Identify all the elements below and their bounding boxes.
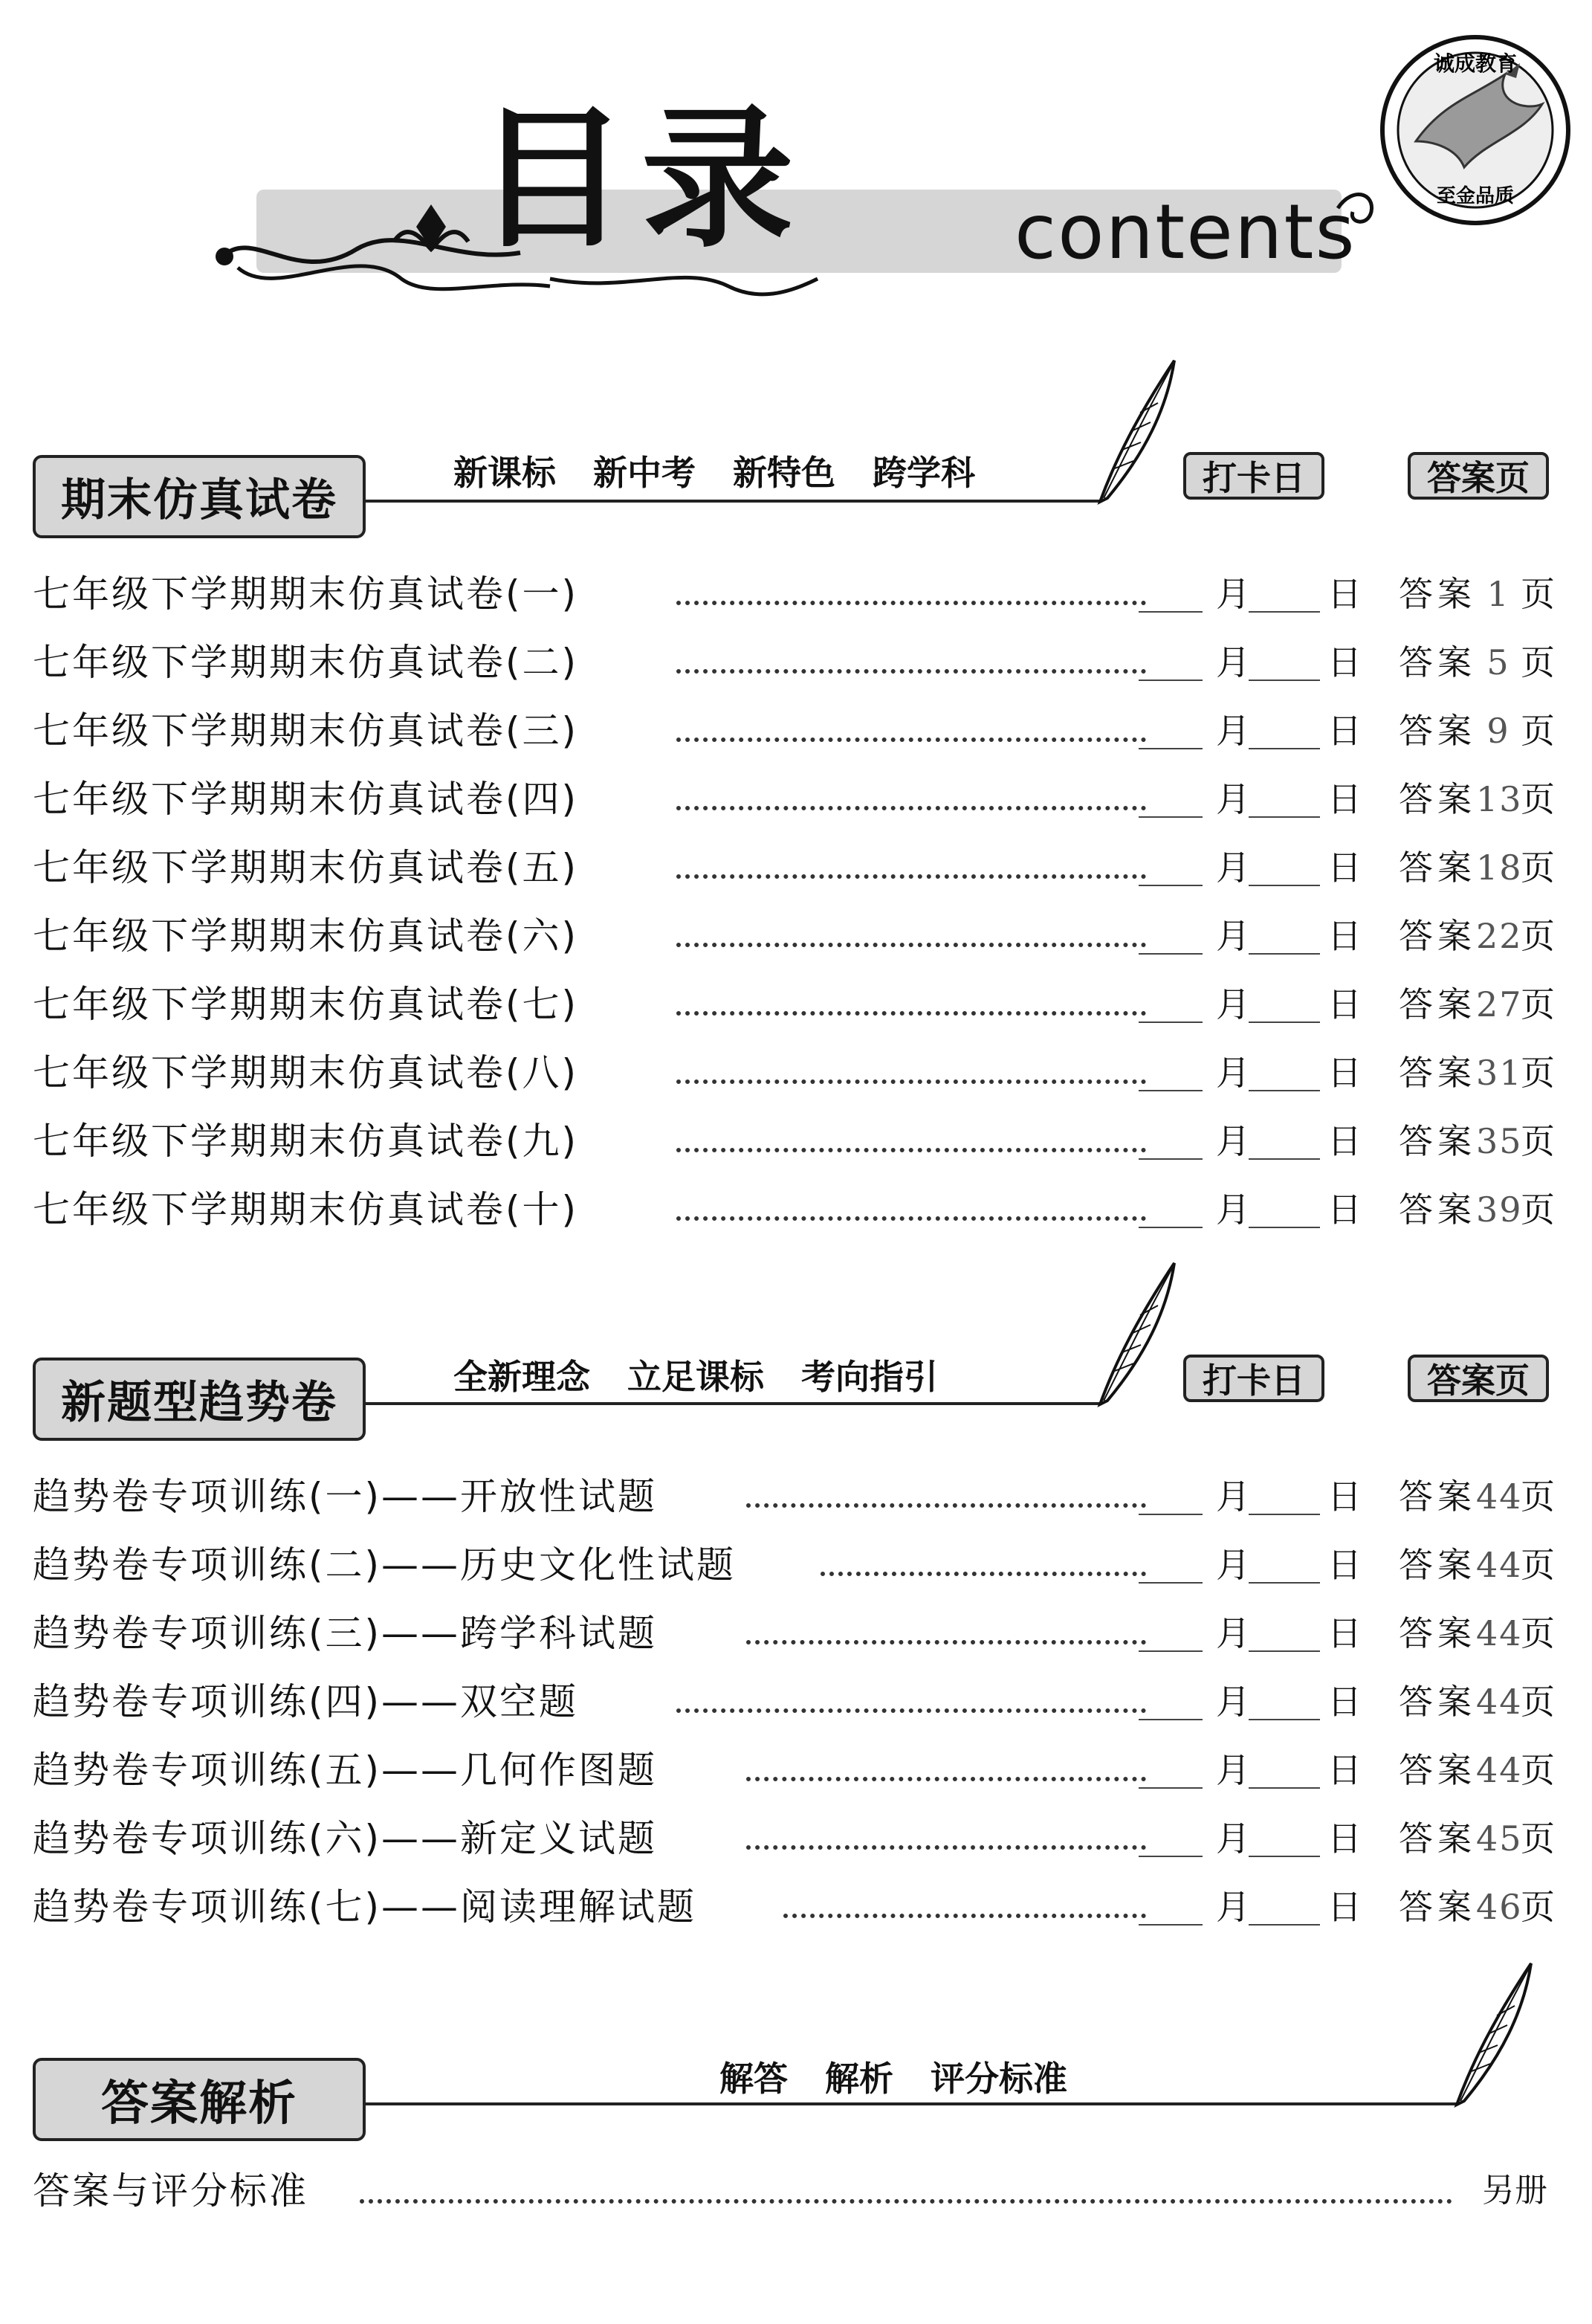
month-label: 月 <box>1216 711 1250 751</box>
section-title: 期末仿真试卷 <box>33 455 366 538</box>
toc-row[interactable] <box>33 1881 1564 1933</box>
toc-row-title: 趋势卷专项训练(六)——新定义试题 <box>33 1813 669 1865</box>
toc-row[interactable] <box>33 978 1564 1030</box>
day-label: 日 <box>1327 1053 1362 1093</box>
day-label: 日 <box>1327 1476 1362 1517</box>
day-label: 日 <box>1327 1613 1362 1653</box>
day-blank[interactable] <box>1249 816 1320 818</box>
dot-leader <box>746 1503 1146 1508</box>
toc-row-title: 七年级下学期期末仿真试卷(五) <box>33 842 590 894</box>
day-blank[interactable] <box>1249 1227 1320 1228</box>
day-label: 日 <box>1327 779 1362 819</box>
month-blank[interactable] <box>1139 953 1203 955</box>
page-number: 13 <box>1476 779 1523 819</box>
section-tag: 新中考 <box>593 453 696 493</box>
section-tag: 评分标准 <box>931 2059 1067 2099</box>
section-tag: 立足课标 <box>627 1357 764 1397</box>
month-blank[interactable] <box>1139 748 1203 749</box>
page-suffix: 页 <box>1521 1476 1559 1517</box>
section-tag: 解答 <box>719 2059 788 2099</box>
dot-leader <box>676 669 1146 674</box>
dot-leader <box>676 943 1146 947</box>
answer-ref <box>1399 842 1559 894</box>
page-suffix: 页 <box>1521 779 1559 819</box>
day-blank[interactable] <box>1249 1582 1320 1584</box>
publisher-seal-icon <box>1375 30 1576 230</box>
day-blank[interactable] <box>1249 1650 1320 1652</box>
day-label: 日 <box>1327 574 1362 614</box>
toc-row[interactable] <box>33 1471 1564 1523</box>
day-label: 日 <box>1327 711 1362 751</box>
day-label: 日 <box>1327 984 1362 1024</box>
answer-prefix: 答案 <box>1399 711 1476 751</box>
month-blank[interactable] <box>1139 1924 1203 1926</box>
dot-leader <box>676 806 1146 810</box>
toc-row[interactable] <box>33 1115 1564 1167</box>
page-number: 31 <box>1476 1053 1523 1093</box>
day-blank[interactable] <box>1249 885 1320 886</box>
answer-page-badge: 答案页 <box>1408 1355 1549 1402</box>
page-suffix: 页 <box>1521 1053 1559 1093</box>
checkin-badge: 打卡日 <box>1183 452 1324 500</box>
day-blank[interactable] <box>1249 748 1320 749</box>
page-reference: 另册 <box>1482 2172 1547 2210</box>
month-label: 月 <box>1216 916 1250 956</box>
month-label: 月 <box>1216 1545 1250 1585</box>
month-blank[interactable] <box>1139 1787 1203 1789</box>
toc-row[interactable] <box>33 2165 1564 2217</box>
answer-ref <box>1399 1047 1559 1099</box>
toc-row-title: 七年级下学期期末仿真试卷(二) <box>33 636 590 688</box>
dot-leader <box>821 1572 1146 1576</box>
page-number: 18 <box>1476 848 1523 888</box>
toc-row-title: 趋势卷专项训练(二)——历史文化性试题 <box>33 1539 748 1591</box>
answer-prefix: 答案 <box>1399 916 1476 956</box>
month-label: 月 <box>1216 984 1250 1024</box>
toc-row-title: 趋势卷专项训练(三)——跨学科试题 <box>33 1607 669 1659</box>
answer-ref <box>1399 1744 1559 1796</box>
page-suffix: 页 <box>1521 1545 1559 1585</box>
month-label: 月 <box>1216 1613 1250 1653</box>
day-blank[interactable] <box>1249 1090 1320 1091</box>
dot-leader <box>783 1914 1146 1918</box>
toc-row-title: 七年级下学期期末仿真试卷(八) <box>33 1047 590 1099</box>
page-number: 44 <box>1476 1682 1523 1722</box>
page-suffix: 页 <box>1521 1818 1559 1859</box>
dot-leader <box>676 737 1146 742</box>
month-blank[interactable] <box>1139 1582 1203 1584</box>
answer-prefix: 答案 <box>1399 1750 1476 1790</box>
month-blank[interactable] <box>1139 1856 1203 1857</box>
day-blank[interactable] <box>1249 1856 1320 1857</box>
day-label: 日 <box>1327 1190 1362 1230</box>
answer-ref <box>1399 1539 1559 1591</box>
answer-prefix: 答案 <box>1399 984 1476 1024</box>
day-label: 日 <box>1327 1818 1362 1859</box>
month-label: 月 <box>1216 1476 1250 1517</box>
answer-ref <box>1399 1184 1559 1236</box>
seal-bottom-text: 至金品质 <box>1436 185 1515 207</box>
answer-ref <box>1399 1607 1559 1659</box>
toc-row[interactable] <box>33 568 1564 620</box>
page-number: 45 <box>1476 1818 1523 1859</box>
day-label: 日 <box>1327 642 1362 682</box>
page-suffix: 页 <box>1521 642 1559 682</box>
answer-prefix: 答案 <box>1399 1121 1476 1161</box>
quill-pen-icon <box>1449 1960 1538 2108</box>
answer-prefix: 答案 <box>1399 1545 1476 1585</box>
answer-prefix: 答案 <box>1399 1053 1476 1093</box>
toc-row[interactable] <box>33 1744 1564 1796</box>
answer-prefix: 答案 <box>1399 1682 1476 1722</box>
month-blank[interactable] <box>1139 1514 1203 1515</box>
section-tag: 新课标 <box>453 453 556 493</box>
section-tags <box>453 1350 975 1399</box>
day-label: 日 <box>1327 1682 1362 1722</box>
answer-ref <box>1399 1813 1559 1865</box>
toc-row[interactable] <box>33 1813 1564 1865</box>
section-rule <box>366 2102 1458 2105</box>
page-number: 44 <box>1476 1750 1523 1790</box>
toc-row-title: 趋势卷专项训练(一)——开放性试题 <box>33 1471 669 1523</box>
month-blank[interactable] <box>1139 1650 1203 1652</box>
month-label: 月 <box>1216 1887 1250 1927</box>
page-suffix: 页 <box>1521 848 1559 888</box>
toc-row[interactable] <box>33 1184 1564 1236</box>
section-tags <box>453 446 1012 495</box>
page-title: 目录 <box>476 91 807 268</box>
month-blank[interactable] <box>1139 1719 1203 1720</box>
section-tag: 解析 <box>825 2059 893 2099</box>
day-blank[interactable] <box>1249 1514 1320 1515</box>
toc-row[interactable] <box>33 1676 1564 1728</box>
answer-ref <box>1399 1881 1559 1933</box>
answer-ref <box>1399 910 1559 962</box>
toc-row[interactable] <box>33 1607 1564 1659</box>
dot-leader <box>676 601 1146 605</box>
month-label: 月 <box>1216 1818 1250 1859</box>
month-label: 月 <box>1216 1750 1250 1790</box>
month-blank[interactable] <box>1139 1021 1203 1023</box>
section-tag: 新特色 <box>733 453 835 493</box>
day-blank[interactable] <box>1249 611 1320 613</box>
answer-ref <box>1399 705 1559 757</box>
day-blank[interactable] <box>1249 680 1320 681</box>
month-label: 月 <box>1216 1682 1250 1722</box>
day-label: 日 <box>1327 916 1362 956</box>
answer-prefix: 答案 <box>1399 574 1476 614</box>
toc-row-title: 趋势卷专项训练(七)——阅读理解试题 <box>33 1881 708 1933</box>
day-label: 日 <box>1327 1887 1362 1927</box>
section-rule <box>366 500 1101 503</box>
answer-prefix: 答案 <box>1399 642 1476 682</box>
month-label: 月 <box>1216 1053 1250 1093</box>
page-number: 44 <box>1476 1476 1523 1517</box>
dot-leader <box>360 2199 1452 2204</box>
dot-leader <box>676 1708 1146 1713</box>
answer-prefix: 答案 <box>1399 1476 1476 1517</box>
page-suffix: 页 <box>1521 984 1559 1024</box>
dot-leader <box>746 1640 1146 1644</box>
day-blank[interactable] <box>1249 1021 1320 1023</box>
day-label: 日 <box>1327 848 1362 888</box>
quill-pen-icon <box>1093 1259 1182 1408</box>
dot-leader <box>676 1079 1146 1084</box>
section-tag: 跨学科 <box>873 453 975 493</box>
page-suffix: 页 <box>1521 711 1559 751</box>
day-blank[interactable] <box>1249 1787 1320 1789</box>
answer-ref <box>1399 636 1559 688</box>
toc-row-title: 七年级下学期期末仿真试卷(四) <box>33 773 590 825</box>
month-label: 月 <box>1216 642 1250 682</box>
page-suffix: 页 <box>1521 916 1559 956</box>
answer-ref <box>1399 1676 1559 1728</box>
page-number: 46 <box>1476 1887 1523 1927</box>
section-tags <box>719 2052 1104 2101</box>
section-title: 答案解析 <box>33 2058 366 2141</box>
month-blank[interactable] <box>1139 680 1203 681</box>
page-number: 44 <box>1476 1545 1523 1585</box>
page-suffix: 页 <box>1521 1121 1559 1161</box>
page-number: 9 <box>1486 711 1510 751</box>
day-blank[interactable] <box>1249 1158 1320 1160</box>
page-number: 35 <box>1476 1121 1523 1161</box>
answer-prefix: 答案 <box>1399 1887 1476 1927</box>
dot-leader <box>676 1011 1146 1016</box>
day-label: 日 <box>1327 1121 1362 1161</box>
page-number: 44 <box>1476 1613 1523 1653</box>
section-tag: 全新理念 <box>453 1357 590 1397</box>
page-number: 5 <box>1486 642 1510 682</box>
day-blank[interactable] <box>1249 1719 1320 1720</box>
page-number: 22 <box>1476 916 1523 956</box>
page-suffix: 页 <box>1521 1750 1559 1790</box>
answer-ref <box>1399 568 1559 620</box>
page-subtitle: contents <box>1015 188 1356 277</box>
section-tag: 考向指引 <box>801 1357 938 1397</box>
section-title: 新题型趋势卷 <box>33 1358 366 1441</box>
month-label: 月 <box>1216 1121 1250 1161</box>
toc-row[interactable] <box>33 1539 1564 1591</box>
month-blank[interactable] <box>1139 611 1203 613</box>
month-label: 月 <box>1216 779 1250 819</box>
toc-row[interactable] <box>33 842 1564 894</box>
day-blank[interactable] <box>1249 1924 1320 1926</box>
page-number: 1 <box>1486 574 1510 614</box>
toc-row-title: 趋势卷专项训练(五)——几何作图题 <box>33 1744 669 1796</box>
day-label: 日 <box>1327 1545 1362 1585</box>
toc-row-title: 七年级下学期期末仿真试卷(三) <box>33 705 590 757</box>
answer-ref <box>1399 773 1559 825</box>
page-suffix: 页 <box>1521 574 1559 614</box>
answer-ref <box>1399 978 1559 1030</box>
answer-page-badge: 答案页 <box>1408 452 1549 500</box>
page-suffix: 页 <box>1521 1613 1559 1653</box>
answer-ref <box>1399 1471 1559 1523</box>
quill-pen-icon <box>1093 357 1182 506</box>
toc-row[interactable] <box>33 705 1564 757</box>
day-label: 日 <box>1327 1750 1362 1790</box>
page-suffix: 页 <box>1521 1190 1559 1230</box>
toc-row-title: 七年级下学期期末仿真试卷(一) <box>33 568 590 620</box>
section-rule <box>366 1402 1101 1405</box>
toc-row[interactable] <box>33 1047 1564 1099</box>
seal-top-text: 诚成教育 <box>1433 51 1518 76</box>
checkin-badge: 打卡日 <box>1183 1355 1324 1402</box>
month-blank[interactable] <box>1139 885 1203 886</box>
dot-leader <box>676 1148 1146 1152</box>
answer-prefix: 答案 <box>1399 779 1476 819</box>
month-label: 月 <box>1216 848 1250 888</box>
page-number: 39 <box>1476 1190 1523 1230</box>
month-label: 月 <box>1216 574 1250 614</box>
toc-row-title: 七年级下学期期末仿真试卷(七) <box>33 978 590 1030</box>
month-blank[interactable] <box>1139 1158 1203 1160</box>
dot-leader <box>746 1845 1146 1850</box>
answer-prefix: 答案 <box>1399 1190 1476 1230</box>
toc-row[interactable] <box>33 773 1564 825</box>
toc-row[interactable] <box>33 910 1564 962</box>
month-blank[interactable] <box>1139 1090 1203 1091</box>
toc-row-title: 七年级下学期期末仿真试卷(六) <box>33 910 590 962</box>
day-blank[interactable] <box>1249 953 1320 955</box>
answer-prefix: 答案 <box>1399 1818 1476 1859</box>
answer-prefix: 答案 <box>1399 1613 1476 1653</box>
dot-leader <box>746 1777 1146 1781</box>
answer-prefix: 答案 <box>1399 848 1476 888</box>
toc-row-title: 七年级下学期期末仿真试卷(九) <box>33 1115 590 1167</box>
answer-ref <box>1399 1115 1559 1167</box>
month-blank[interactable] <box>1139 1227 1203 1228</box>
month-blank[interactable] <box>1139 816 1203 818</box>
page-suffix: 页 <box>1521 1887 1559 1927</box>
dot-leader <box>676 1216 1146 1221</box>
dot-leader <box>676 874 1146 879</box>
page-suffix: 页 <box>1521 1682 1559 1722</box>
toc-row[interactable] <box>33 636 1564 688</box>
page-number: 27 <box>1476 984 1523 1024</box>
toc-row-title: 七年级下学期期末仿真试卷(十) <box>33 1184 590 1236</box>
toc-row-title: 答案与评分标准 <box>33 2169 308 2212</box>
month-label: 月 <box>1216 1190 1250 1230</box>
toc-row-title: 趋势卷专项训练(四)——双空题 <box>33 1676 590 1728</box>
